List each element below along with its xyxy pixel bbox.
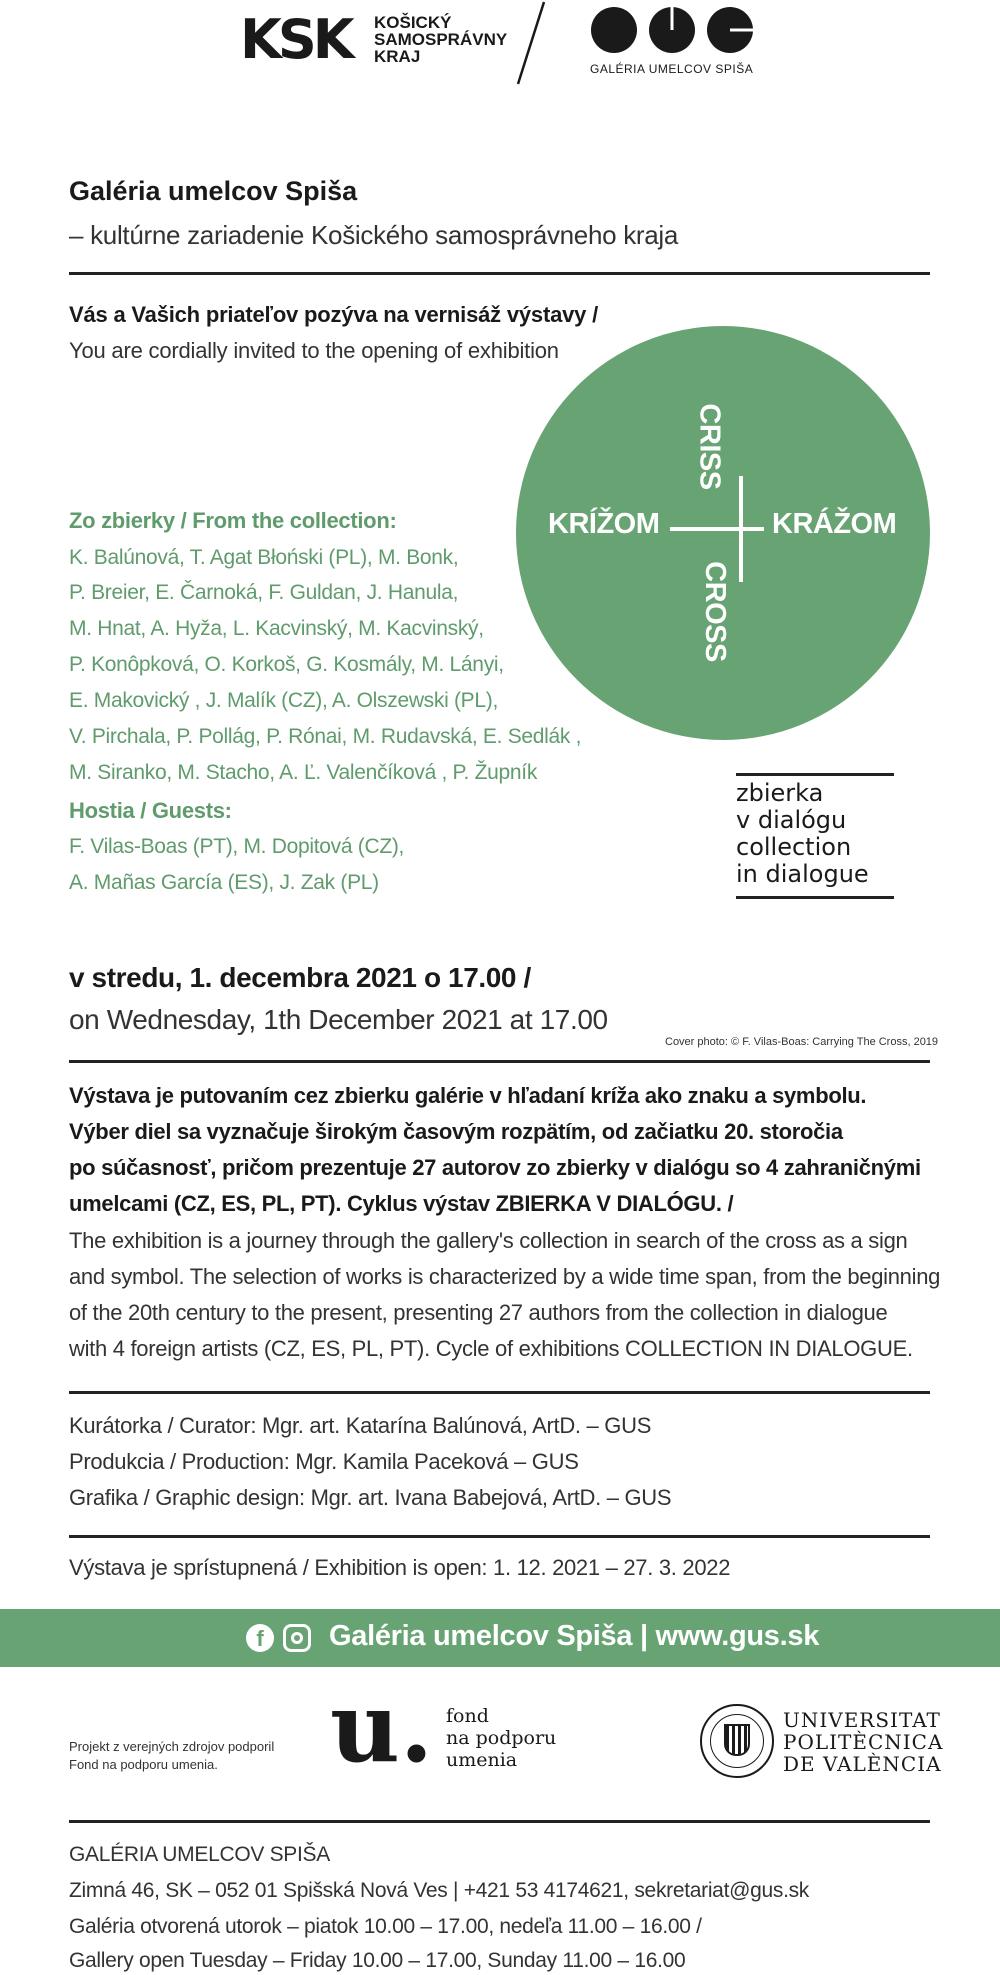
series-logo-line: zbierka <box>736 779 824 807</box>
description-sk-line: Výstava je putovaním cez zbierku galérie v hľadaní kríža ako znaku a symbolu. <box>69 1083 867 1108</box>
event-date-en: on Wednesday, 1th December 2021 at 17.00 <box>69 1004 608 1035</box>
fond-logo-line: fond <box>446 1705 489 1727</box>
divider <box>69 1060 930 1063</box>
upv-logo-line: DE VALÈNCIA <box>783 1752 942 1776</box>
credit-production: Produkcia / Production: Mgr. Kamila Paceková – GUS <box>69 1449 579 1474</box>
emblem-word-left: KRÍŽOM <box>548 508 660 540</box>
gus-logo-icon <box>588 6 758 54</box>
series-logo-line: v dialógu <box>736 806 847 834</box>
gallery-subtitle: – kultúrne zariadenie Košického samosprávneho kraja <box>69 220 679 250</box>
cover-photo-credit: Cover photo: © F. Vilas-Boas: Carrying The Cross, 2019 <box>665 1036 939 1048</box>
gus-logo-caption: GALÉRIA UMELCOV SPIŠA <box>590 62 754 76</box>
artist-line: V. Pirchala, P. Pollág, P. Rónai, M. Rudavská, E. Sedlák , <box>69 725 582 748</box>
invitation-sk: Vás a Vašich priateľov pozýva na vernisáž výstavy / <box>69 302 599 327</box>
fond-logo-line: umenia <box>446 1749 518 1771</box>
credit-curator: Kurátorka / Curator: Mgr. art. Katarína Balúnová, ArtD. – GUS <box>69 1413 652 1438</box>
credit-design: Grafika / Graphic design: Mgr. art. Ivana Babejová, ArtD. – GUS <box>69 1485 672 1510</box>
series-logo-line: in dialogue <box>736 860 869 888</box>
ksk-logo-line: SAMOSPRÁVNY <box>374 30 508 49</box>
series-logo-rule <box>736 773 894 776</box>
artist-line: P. Breier, E. Čarnoká, F. Guldan, J. Hanula, <box>69 581 459 604</box>
artist-line: E. Makovický , J. Malík (CZ), A. Olszewski (PL), <box>69 689 498 712</box>
footer-gallery-name: GALÉRIA UMELCOV SPIŠA <box>69 1843 330 1866</box>
divider-slash <box>510 0 550 86</box>
emblem-word-right: KRÁŽOM <box>772 508 897 540</box>
emblem-word-bottom: CROSS <box>698 561 731 662</box>
ksk-logo-line: KOŠICKÝ <box>374 13 452 32</box>
ksk-logo-mark: KSK <box>240 8 351 71</box>
exhibition-open-dates: Výstava je sprístupnená / Exhibition is open: 1. 12. 2021 – 27. 3. 2022 <box>69 1555 731 1580</box>
description-en-line: The exhibition is a journey through the gallery's collection in search of the cross as a sign <box>69 1228 908 1253</box>
description-sk-line: Výber diel sa vyznačuje širokým časovým rozpätím, od začiatku 20. storočia <box>69 1119 843 1144</box>
artist-line: M. Siranko, M. Stacho, A. Ľ. Valenčíková , P. Župník <box>69 761 538 784</box>
ksk-logo-text <box>374 14 514 65</box>
gallery-title: Galéria umelcov Spiša <box>69 176 358 206</box>
series-logo-line: collection <box>736 833 852 861</box>
upv-seal-icon <box>700 1704 774 1778</box>
emblem-word-top: CRISS <box>693 403 726 490</box>
upv-logo-line: UNIVERSITAT <box>783 1708 941 1732</box>
divider <box>69 1391 930 1394</box>
divider <box>69 1820 930 1823</box>
description-en-line: of the 20th century to the present, presenting 27 authors from the collection in dialogue <box>69 1300 888 1325</box>
invitation-en: You are cordially invited to the opening of exhibition <box>69 338 559 363</box>
guests-heading: Hostia / Guests: <box>69 798 232 823</box>
artist-line: M. Hnat, A. Hyža, L. Kacvinský, M. Kacvinský, <box>69 617 484 640</box>
description-sk-line: umelcami (CZ, ES, PL, PT). Cyklus výstav ZBIERKA V DIALÓGU. / <box>69 1191 734 1216</box>
event-date-sk: v stredu, 1. decembra 2021 o 17.00 / <box>69 962 531 993</box>
ksk-logo-line: KRAJ <box>374 47 421 66</box>
fond-logo-mark: u. <box>330 1671 434 1784</box>
support-note-line: Projekt z verejných zdrojov podporil <box>69 1739 275 1754</box>
artist-line: P. Konôpková, O. Korkoš, G. Kosmály, M. Lányi, <box>69 653 504 676</box>
guest-line: F. Vilas-Boas (PT), M. Dopitová (CZ), <box>69 835 405 858</box>
support-note-line: Fond na podporu umenia. <box>69 1757 218 1772</box>
artist-line: K. Balúnová, T. Agat Błoński (PL), M. Bonk, <box>69 546 459 569</box>
footer-hours-sk: Galéria otvorená utorok – piatok 10.00 – 17.00, nedeľa 11.00 – 16.00 / <box>69 1915 702 1938</box>
facebook-icon[interactable]: f <box>246 1624 274 1652</box>
divider <box>69 272 930 275</box>
divider <box>69 1535 930 1538</box>
description-en-line: with 4 foreign artists (CZ, ES, PL, PT). Cycle of exhibitions COLLECTION IN DIALOGUE. <box>69 1336 913 1361</box>
footer-address: Zimná 46, SK – 052 01 Spišská Nová Ves | +421 53 4174621, sekretariat@gus.sk <box>69 1879 810 1902</box>
description-sk-line: po súčasnosť, pričom prezentuje 27 autorov zo zbierky v dialógu so 4 zahraničnými <box>69 1155 921 1180</box>
description-en-line: and symbol. The selection of works is characterized by a wide time span, from the beginning <box>69 1264 941 1289</box>
banner-website-link[interactable]: Galéria umelcov Spiša | www.gus.sk <box>329 1620 820 1652</box>
fond-logo-line: na podporu <box>446 1727 557 1749</box>
upv-logo-line: POLITÈCNICA <box>783 1730 944 1754</box>
instagram-icon[interactable] <box>283 1624 311 1652</box>
footer-hours-en: Gallery open Tuesday – Friday 10.00 – 17.00, Sunday 11.00 – 16.00 <box>69 1949 686 1972</box>
collection-heading: Zo zbierky / From the collection: <box>69 508 397 533</box>
guest-line: A. Mañas García (ES), J. Zak (PL) <box>69 871 379 894</box>
series-logo-rule <box>736 896 894 899</box>
